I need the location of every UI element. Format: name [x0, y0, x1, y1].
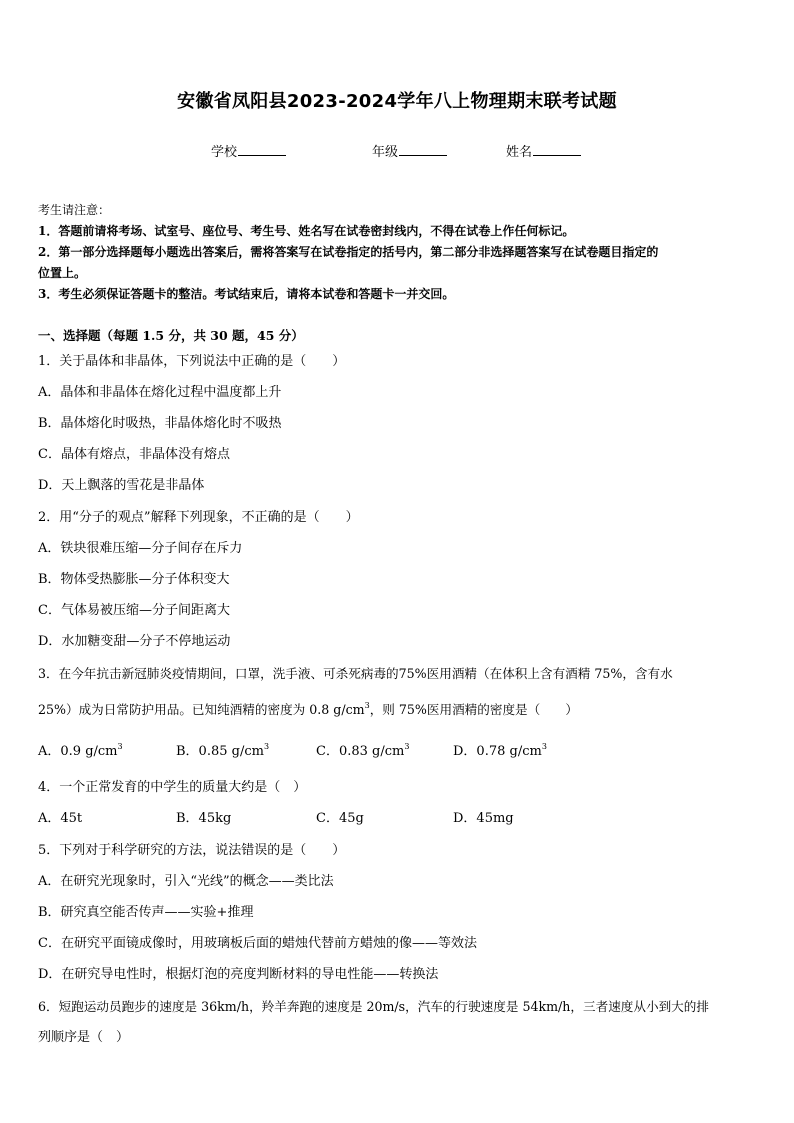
exam-title: 安徽省凤阳县2023-2024学年八上物理期末联考试题: [177, 91, 617, 112]
q3-stem-line-2-sup: 3: [364, 701, 370, 710]
q2-option-a: A．铁块很难压缩—分子间存在斥力: [38, 541, 243, 556]
q2-option-b: B．物体受热膨胀—分子体积变大: [38, 572, 230, 587]
q5-option-c: C．在研究平面镜成像时，用玻璃板后面的蜡烛代替前方蜡烛的像——等效法: [38, 936, 477, 951]
q1-option-b: B．晶体熔化时吸热，非晶体熔化时不吸热: [38, 416, 282, 431]
q3-option-a-sup: 3: [117, 742, 123, 751]
school-blank: [238, 142, 286, 156]
q3-option-d: [453, 743, 547, 761]
q3-option-a-text: A．0.9 g/cm: [38, 744, 118, 759]
q3-option-c-sup: 3: [404, 742, 410, 751]
q1-stem: 1．关于晶体和非晶体，下列说法中正确的是（ ）: [38, 354, 346, 369]
q6-stem-line-1: 6．短跑运动员跑步的速度是 36km/h，羚羊奔跑的速度是 20m/s，汽车的行驶速度是 54km/h，三者速度从小到大的排: [38, 999, 709, 1014]
q5-option-d: D．在研究导电性时，根据灯泡的亮度判断材料的导电性能——转换法: [38, 967, 439, 982]
q4-option-b: B．45kg: [176, 811, 232, 826]
q1-option-d: D．天上飘落的雪花是非晶体: [38, 478, 205, 493]
q5-stem: 5．下列对于科学研究的方法，说法错误的是（ ）: [38, 843, 346, 858]
notice-item-3: 3．考生必须保证答题卡的整洁。考试结束后，请将本试卷和答题卡一并交回。: [38, 287, 455, 301]
q5-option-b: B．研究真空能否传声——实验+推理: [38, 905, 254, 920]
q3-stem-line-1: 3．在今年抗击新冠肺炎疫情期间，口罩，洗手液、可杀死病毒的75%医用酒精（在体积上含有酒精 75%，含有水: [38, 666, 673, 681]
q6-stem-line-2: 列顺序是（ ）: [38, 1030, 130, 1045]
grade-label: 年级: [372, 145, 399, 160]
q3-option-d-sup: 3: [541, 742, 547, 751]
q3-stem-line-2-pre: 25%）成为日常防护用品。已知纯酒精的密度为 0.8 g/cm: [38, 702, 365, 717]
notice-item-2-line-1: 2．第一部分选择题每小题选出答案后，需将答案写在试卷指定的括号内，第二部分非选择题答案写在试卷题目指定的: [38, 245, 659, 259]
q3-stem-line-2: [38, 701, 578, 719]
grade-blank: [399, 142, 447, 156]
q3-option-c-text: C．0.83 g/cm: [316, 744, 405, 759]
q3-option-b: [176, 743, 269, 761]
notice-item-2-line-2: 位置上。: [38, 266, 87, 280]
school-label: 学校: [211, 145, 238, 160]
q3-option-c: [316, 743, 409, 761]
notice-heading: 考生请注意：: [38, 203, 111, 217]
q2-stem: 2．用“分子的观点”解释下列现象，不正确的是（ ）: [38, 510, 359, 525]
q3-stem-line-2-post: ，则 75%医用酒精的密度是（ ）: [369, 702, 579, 717]
q3-option-d-text: D．0.78 g/cm: [453, 744, 542, 759]
q3-option-b-sup: 3: [263, 742, 270, 751]
q4-option-c: C．45g: [316, 811, 364, 826]
q2-option-d: D．水加糖变甜—分子不停地运动: [38, 634, 231, 649]
section-heading: 一、选择题（每题 1.5 分，共 30 题，45 分）: [38, 328, 304, 343]
q5-option-a: A．在研究光现象时，引入“光线”的概念——类比法: [38, 874, 334, 889]
q4-option-a: A．45t: [38, 811, 83, 826]
q4-option-d: D．45mg: [453, 811, 514, 826]
q1-option-c: C．晶体有熔点，非晶体没有熔点: [38, 447, 230, 462]
school-field: [211, 141, 286, 160]
name-blank: [533, 142, 581, 156]
grade-field: [372, 141, 447, 160]
q4-stem: 4．一个正常发育的中学生的质量大约是（ ）: [38, 780, 307, 795]
q3-option-a: [38, 743, 123, 761]
name-label: 姓名: [506, 145, 533, 160]
name-field: [506, 141, 581, 160]
q2-option-c: C．气体易被压缩—分子间距离大: [38, 603, 230, 618]
q3-option-b-text: B．0.85 g/cm: [176, 744, 264, 759]
notice-item-1: 1．答题前请将考场、试室号、座位号、考生号、姓名写在试卷密封线内，不得在试卷上作任何标记。: [38, 224, 575, 238]
q1-option-a: A．晶体和非晶体在熔化过程中温度都上升: [38, 385, 282, 400]
